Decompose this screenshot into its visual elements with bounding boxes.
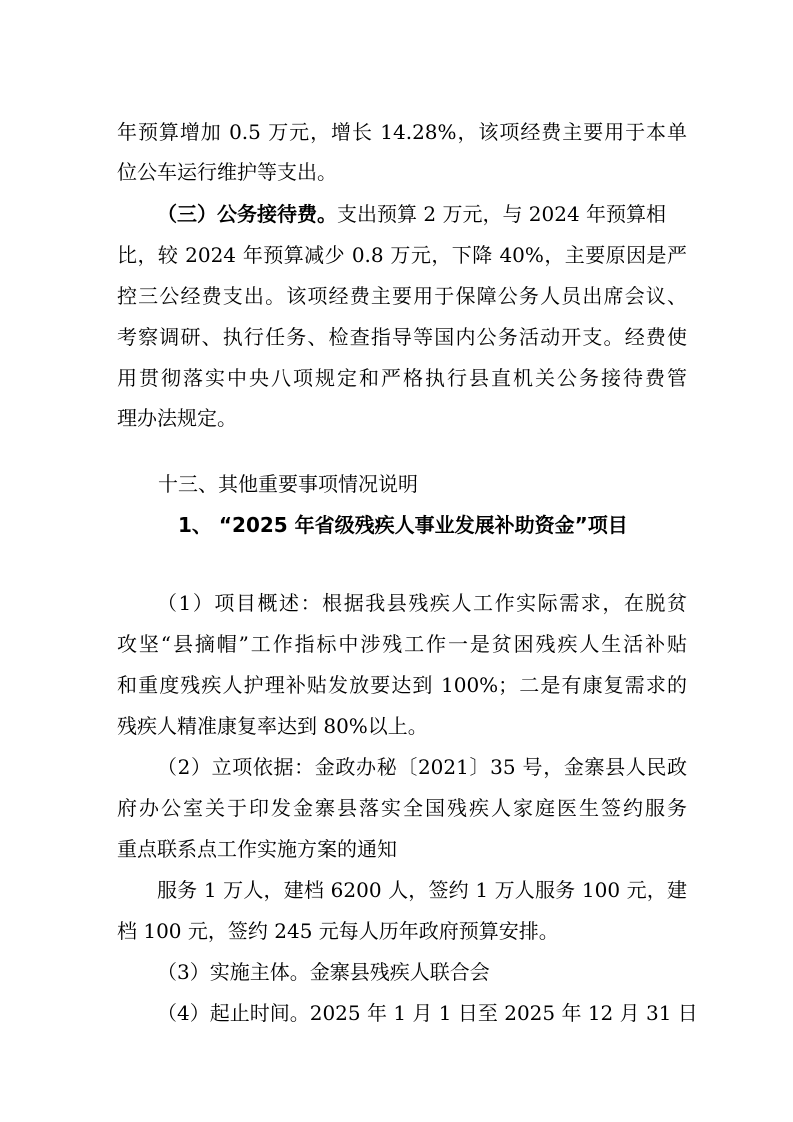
section-heading: 十三、其他重要事项情况说明 <box>158 472 418 496</box>
item-2-line-1: （2）立项依据：金政办秘〔2021〕35 号，金寨县人民政 <box>157 755 687 779</box>
item-1-line-3: 和重度残疾人护理补贴发放要达到 100%；二是有康复需求的 <box>117 673 687 697</box>
item-4: （4）起止时间。2025 年 1 月 1 日至 2025 年 12 月 31 日 <box>157 1001 698 1025</box>
paragraph-1-line-1: 年预算增加 0.5 万元，增长 14.28%，该项经费主要用于本单 <box>117 120 687 144</box>
paragraph-2-line-2: 比，较 2024 年预算减少 0.8 万元，下降 40%，主要原因是严 <box>117 243 687 267</box>
paragraph-2-line-1-rest: 支出预算 2 万元，与 2024 年预算相 <box>337 202 667 226</box>
paragraph-2-line-5: 用贯彻落实中央八项规定和严格执行县直机关公务接待费管 <box>117 366 687 390</box>
item-2-line-3: 重点联系点工作实施方案的通知 <box>117 837 397 861</box>
subsection-heading-reception: （三）公务接待费。 <box>157 202 337 226</box>
item-1-line-1: （1）项目概述：根据我县残疾人工作实际需求，在脱贫 <box>157 591 687 615</box>
paragraph-2-line-3: 控三公经费支出。该项经费主要用于保障公务人员出席会议、 <box>117 284 687 308</box>
item-2-line-2: 府办公室关于印发金寨县落实全国残疾人家庭医生签约服务 <box>117 796 687 820</box>
paragraph-2-line-6: 理办法规定。 <box>117 406 237 430</box>
paragraph-1-line-2: 位公车运行维护等支出。 <box>117 160 337 184</box>
service-line-1: 服务 1 万人，建档 6200 人，签约 1 万人服务 100 元，建 <box>157 878 687 902</box>
service-line-2: 档 100 元，签约 245 元每人历年政府预算安排。 <box>117 919 559 943</box>
paragraph-2-line-4: 考察调研、执行任务、检查指导等国内公务活动开支。经费使 <box>117 325 687 349</box>
item-1-line-4: 残疾人精准康复率达到 80%以上。 <box>117 714 428 738</box>
paragraph-2-line-1 <box>157 200 687 228</box>
project-title: 1、 “2025 年省级残疾人事业发展补助资金”项目 <box>178 513 628 537</box>
item-3: （3）实施主体。金寨县残疾人联合会 <box>157 960 490 984</box>
item-1-line-2: 攻坚“县摘帽”工作指标中涉残工作一是贫困残疾人生活补贴 <box>117 632 687 656</box>
